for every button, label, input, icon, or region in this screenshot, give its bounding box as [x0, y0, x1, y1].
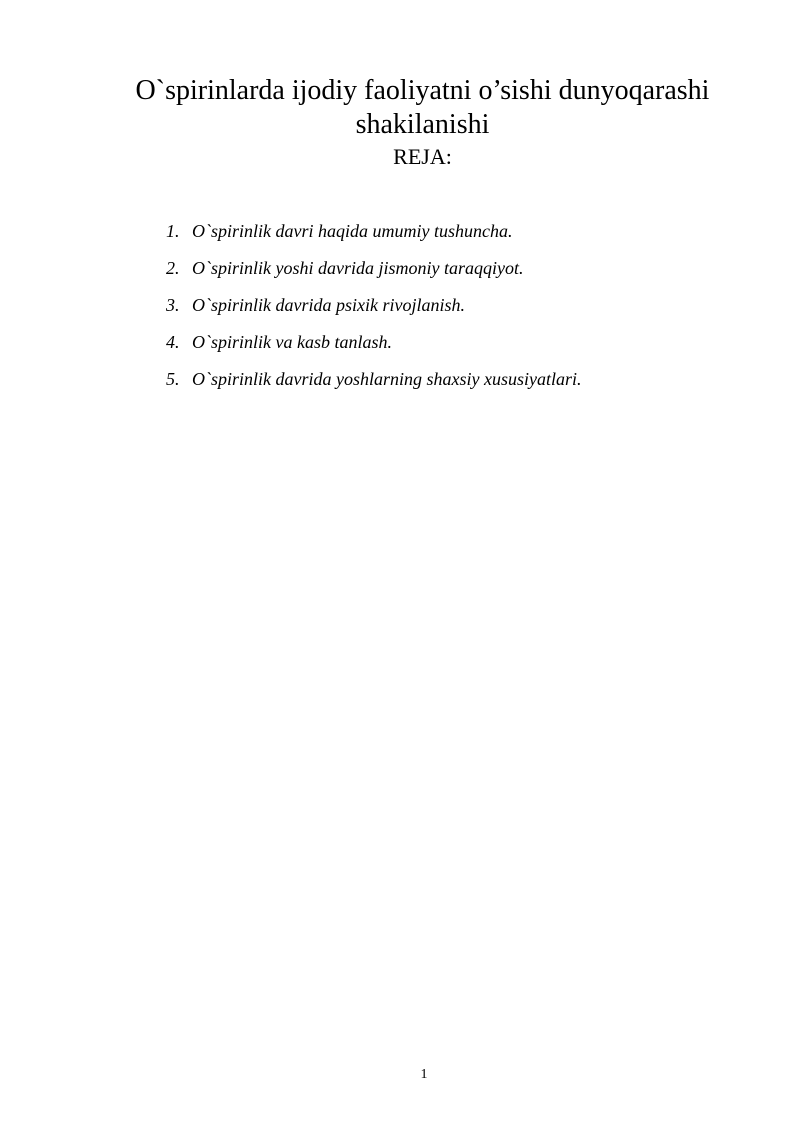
plan-item-number: 4. — [166, 332, 180, 352]
plan-item-number: 1. — [166, 221, 180, 241]
plan-item-number: 2. — [166, 258, 180, 278]
plan-item — [166, 330, 581, 367]
plan-item-text: O`spirinlik yoshi davrida jismoniy taraqqiyot. — [192, 258, 524, 278]
plan-item — [166, 367, 581, 404]
plan-heading: REJA: — [393, 144, 452, 169]
plan-item-number: 3. — [166, 295, 180, 315]
document-title-line-1: O`spirinlarda ijodiy faoliyatni o’sishi dunyoqarashi — [135, 75, 710, 106]
document-title-line-2: shakilanishi — [355, 109, 490, 140]
plan-item — [166, 293, 581, 330]
plan-item-text: O`spirinlik davrida psixik rivojlanish. — [192, 295, 465, 315]
plan-item — [166, 256, 581, 293]
plan-item-text: O`spirinlik va kasb tanlash. — [192, 332, 392, 352]
plan-item-number: 5. — [166, 369, 180, 389]
plan-item-text: O`spirinlik davri haqida umumiy tushuncha. — [192, 221, 513, 241]
plan-item-text: O`spirinlik davrida yoshlarning shaxsiy xususiyatlari. — [192, 369, 582, 389]
document-title — [100, 74, 745, 142]
plan-list — [166, 219, 581, 404]
page-number: 1 — [420, 1067, 428, 1082]
plan-item — [166, 219, 581, 256]
